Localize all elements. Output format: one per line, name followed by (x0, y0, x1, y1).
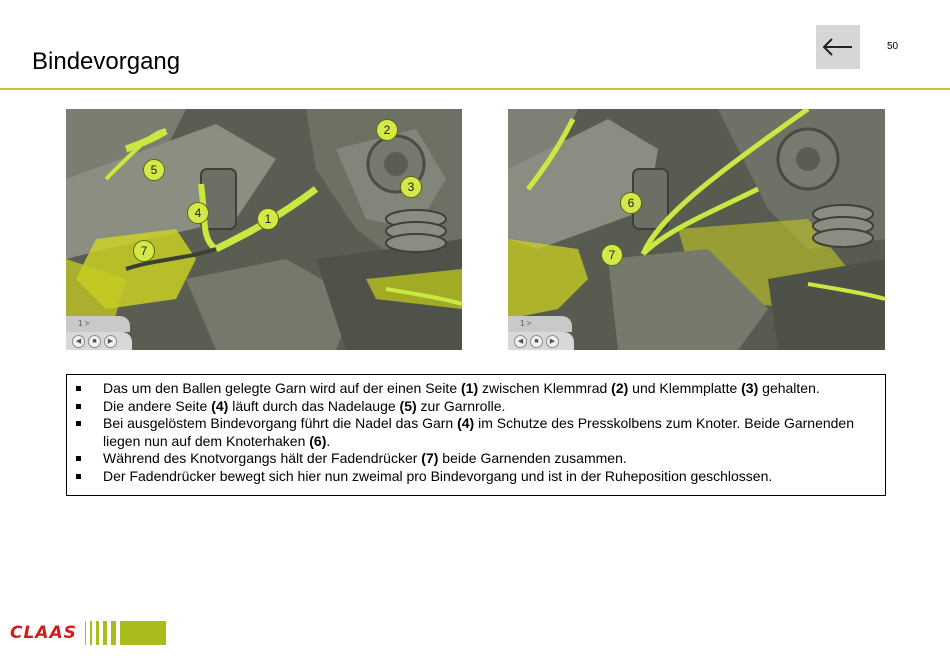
bullet-text: zwischen Klemmrad (478, 380, 612, 396)
bullet-text: Während des Knotvorgangs hält der Fadendrücker (103, 450, 422, 466)
bullet-text: zur Garnrolle. (416, 397, 506, 414)
bullet-reference: (7) (421, 450, 439, 466)
player-controls (66, 332, 132, 350)
bullet-item (75, 468, 877, 486)
stop-icon[interactable]: ■ (88, 335, 101, 348)
page-title: Bindevorgang (32, 48, 181, 75)
logo-stripes (85, 621, 166, 645)
bullet-reference: (4) (211, 397, 229, 414)
logo-stripe (96, 621, 99, 645)
arrow-left-icon (822, 37, 854, 57)
bullet-text: im Schutze des Presskolbens zum Knoter. Beide Garnenden liegen nun auf dem Knoterhaken (103, 415, 854, 449)
play-icon[interactable]: ▶ (546, 335, 559, 348)
bullet-reference: (6) (309, 432, 327, 449)
bullet-reference: (2) (611, 380, 629, 396)
bullet-item (75, 450, 877, 468)
logo-stripe (103, 621, 107, 645)
player-slide-label: 1 > (66, 316, 130, 332)
play-icon[interactable]: ▶ (104, 335, 117, 348)
bullet-text: und Klemmplatte (628, 380, 742, 396)
bullet-text: beide Garnenden zusammen. (438, 450, 627, 466)
bullet-list (75, 380, 877, 485)
bullet-text: Der Fadendrücker bewegt sich hier nun zweimal pro Bindevorgang und ist in der Ruheposition geschlossen. (103, 467, 773, 484)
logo-block (120, 621, 166, 645)
bullet-reference: (1) (461, 380, 479, 396)
bullet-item (75, 415, 877, 450)
header-divider (0, 88, 950, 90)
bullet-text: gehalten. (758, 380, 820, 396)
logo-stripe (111, 621, 116, 645)
rewind-icon[interactable]: ◀ (72, 335, 85, 348)
bullet-item (75, 398, 877, 416)
bullet-reference: (5) (399, 397, 417, 414)
player-controls (508, 332, 574, 350)
marker-4: 4 (187, 202, 209, 224)
rewind-icon[interactable]: ◀ (514, 335, 527, 348)
player-slide-label: 1 > (508, 316, 572, 332)
bullet-item (75, 380, 877, 398)
marker-7: 7 (601, 244, 623, 266)
bullet-text: Das um den Ballen gelegte Garn wird auf der einen Seite (103, 380, 461, 396)
bullet-reference: (4) (457, 415, 475, 431)
marker-3: 3 (400, 176, 422, 198)
knotter-image-left (66, 109, 462, 350)
description-box (66, 374, 886, 496)
marker-1: 1 (257, 208, 279, 230)
logo-stripe (85, 621, 86, 645)
knotter-illustration-right (508, 109, 885, 350)
marker-6: 6 (620, 192, 642, 214)
bullet-text: Bei ausgelöstem Bindevorgang führt die Nadel das Garn (103, 415, 458, 431)
bullet-text: . (326, 432, 331, 449)
bullet-reference: (3) (741, 380, 759, 396)
knotter-image-right (508, 109, 885, 350)
page-number: 50 (887, 41, 899, 52)
back-button[interactable] (816, 25, 860, 69)
marker-5: 5 (143, 159, 165, 181)
bullet-text: läuft durch das Nadelauge (228, 397, 400, 414)
marker-2: 2 (376, 119, 398, 141)
bullet-text: Die andere Seite (103, 397, 212, 414)
logo-wordmark: CLAAS (10, 623, 77, 643)
marker-7: 7 (133, 240, 155, 262)
logo-stripe (90, 621, 92, 645)
stop-icon[interactable]: ■ (530, 335, 543, 348)
claas-logo (10, 621, 166, 645)
